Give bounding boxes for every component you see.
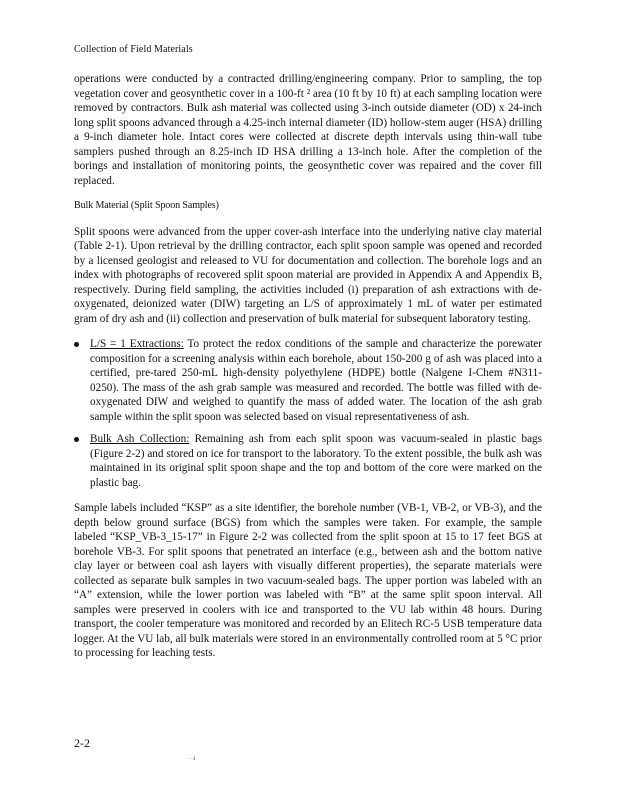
document-body	[74, 72, 542, 672]
bullet-item-bulk-ash	[74, 432, 542, 490]
paragraph-sample-labels: Sample labels included “KSP” as a site identifier, the borehole number (VB-1, VB-2, or VB-3), and the depth below ground surface (BGS) from which the samples were taken. For example, the sample labeled “KSP_VB-3_15-17” in Figure 2-2 was collected from the split spoon at 15 to 17 feet BGS at borehole VB-3. For split spoons that penetrated an interface (e.g., between ash and the bottom native clay layer or between coal ash layers with visually different properties), the separate materials were collected as separate bulk samples in two vacuum-sealed bags. The upper portion was labeled with an “A” extension, while the lower portion was labeled with “B” at the same split spoon interval. All samples were preserved in coolers with ice and transported to the VU lab within 48 hours. During transport, the cooler temperature was monitored and recorded by an Elitech RC-5 USB temperature data logger. At the VU lab, all bulk materials were stored in an environmentally controlled room at 5 °C prior to processing for leaching tests.	[74, 502, 542, 659]
bullet-dot-icon	[74, 342, 79, 347]
page-number: 2-2	[74, 736, 90, 750]
bullet-title: L/S = 1 Extractions:	[90, 338, 184, 350]
footer-mark: · ·4	[188, 757, 196, 762]
section-subheading	[74, 199, 542, 214]
bullet-item-extractions	[74, 337, 542, 424]
bullet-list	[74, 337, 542, 490]
bullet-title: Bulk Ash Collection:	[90, 433, 190, 445]
bullet-text: To protect the redox conditions of the sample and characterize the porewater composition for a screening analysis within each borehole, about 150-200 g of ash was placed into a certified, pre-tared 250-mL high-density polyethylene (HDPE) bottle (Nalgene I-Chem #N311-0250). The mass of the ash grab sample was measured and recorded. The bottle was filled with de-oxygenated DIW and weighed to quantify the mass of added water. The location of the ash grab sample within the split spoon was selected based on visual representativeness of ash.	[90, 338, 542, 423]
paragraph-operations: operations were conducted by a contracted drilling/engineering company. Prior to sampling, the top vegetation cover and geosynthetic cover in a 100-ft ² area (10 ft by 10 ft) at each sampling location were removed by contractors. Bulk ash material was collected using 3-inch outside diameter (OD) x 24-inch long split spoons advanced through a 4.25-inch internal diameter (ID) hollow-stem auger (HSA) drilling a 9-inch diameter hole. Intact cores were collected at discrete depth intervals using thin-wall tube samplers pushed through an 8.25-inch ID HSA drilling a 13-inch hole. After the completion of the borings and installation of monitoring points, the geosynthetic cover was repaired and the cover fill replaced.	[74, 73, 542, 187]
bullet-text: Remaining ash from each split spoon was vacuum-sealed in plastic bags (Figure 2-2) and stored on ice for transport to the laboratory. To the extent possible, the bulk ash was maintained in its original split spoon shape and the top and bottom of the core were marked on the plastic bag.	[90, 433, 542, 489]
paragraph-split-spoons: Split spoons were advanced from the upper cover-ash interface into the underlying native clay material (Table 2-1). Upon retrieval by the drilling contractor, each split spoon sample was opened and recorded by a licensed geologist and released to VU for documentation and collection. The borehole logs and an index with photographs of recovered split spoon material are provided in Appendix A and Appendix B, respectively. During field sampling, the activities included (i) preparation of ash extractions with de-oxygenated, deionized water (DIW) targeting an L/S of approximately 1 mL of water per estimated gram of dry ash and (ii) collection and preservation of bulk material for subsequent laboratory testing.	[74, 225, 542, 325]
running-header: Collection of Field Materials	[74, 44, 193, 55]
bullet-dot-icon	[74, 437, 79, 442]
subheading-text: Bulk Material (Split Spoon Samples)	[74, 200, 219, 211]
